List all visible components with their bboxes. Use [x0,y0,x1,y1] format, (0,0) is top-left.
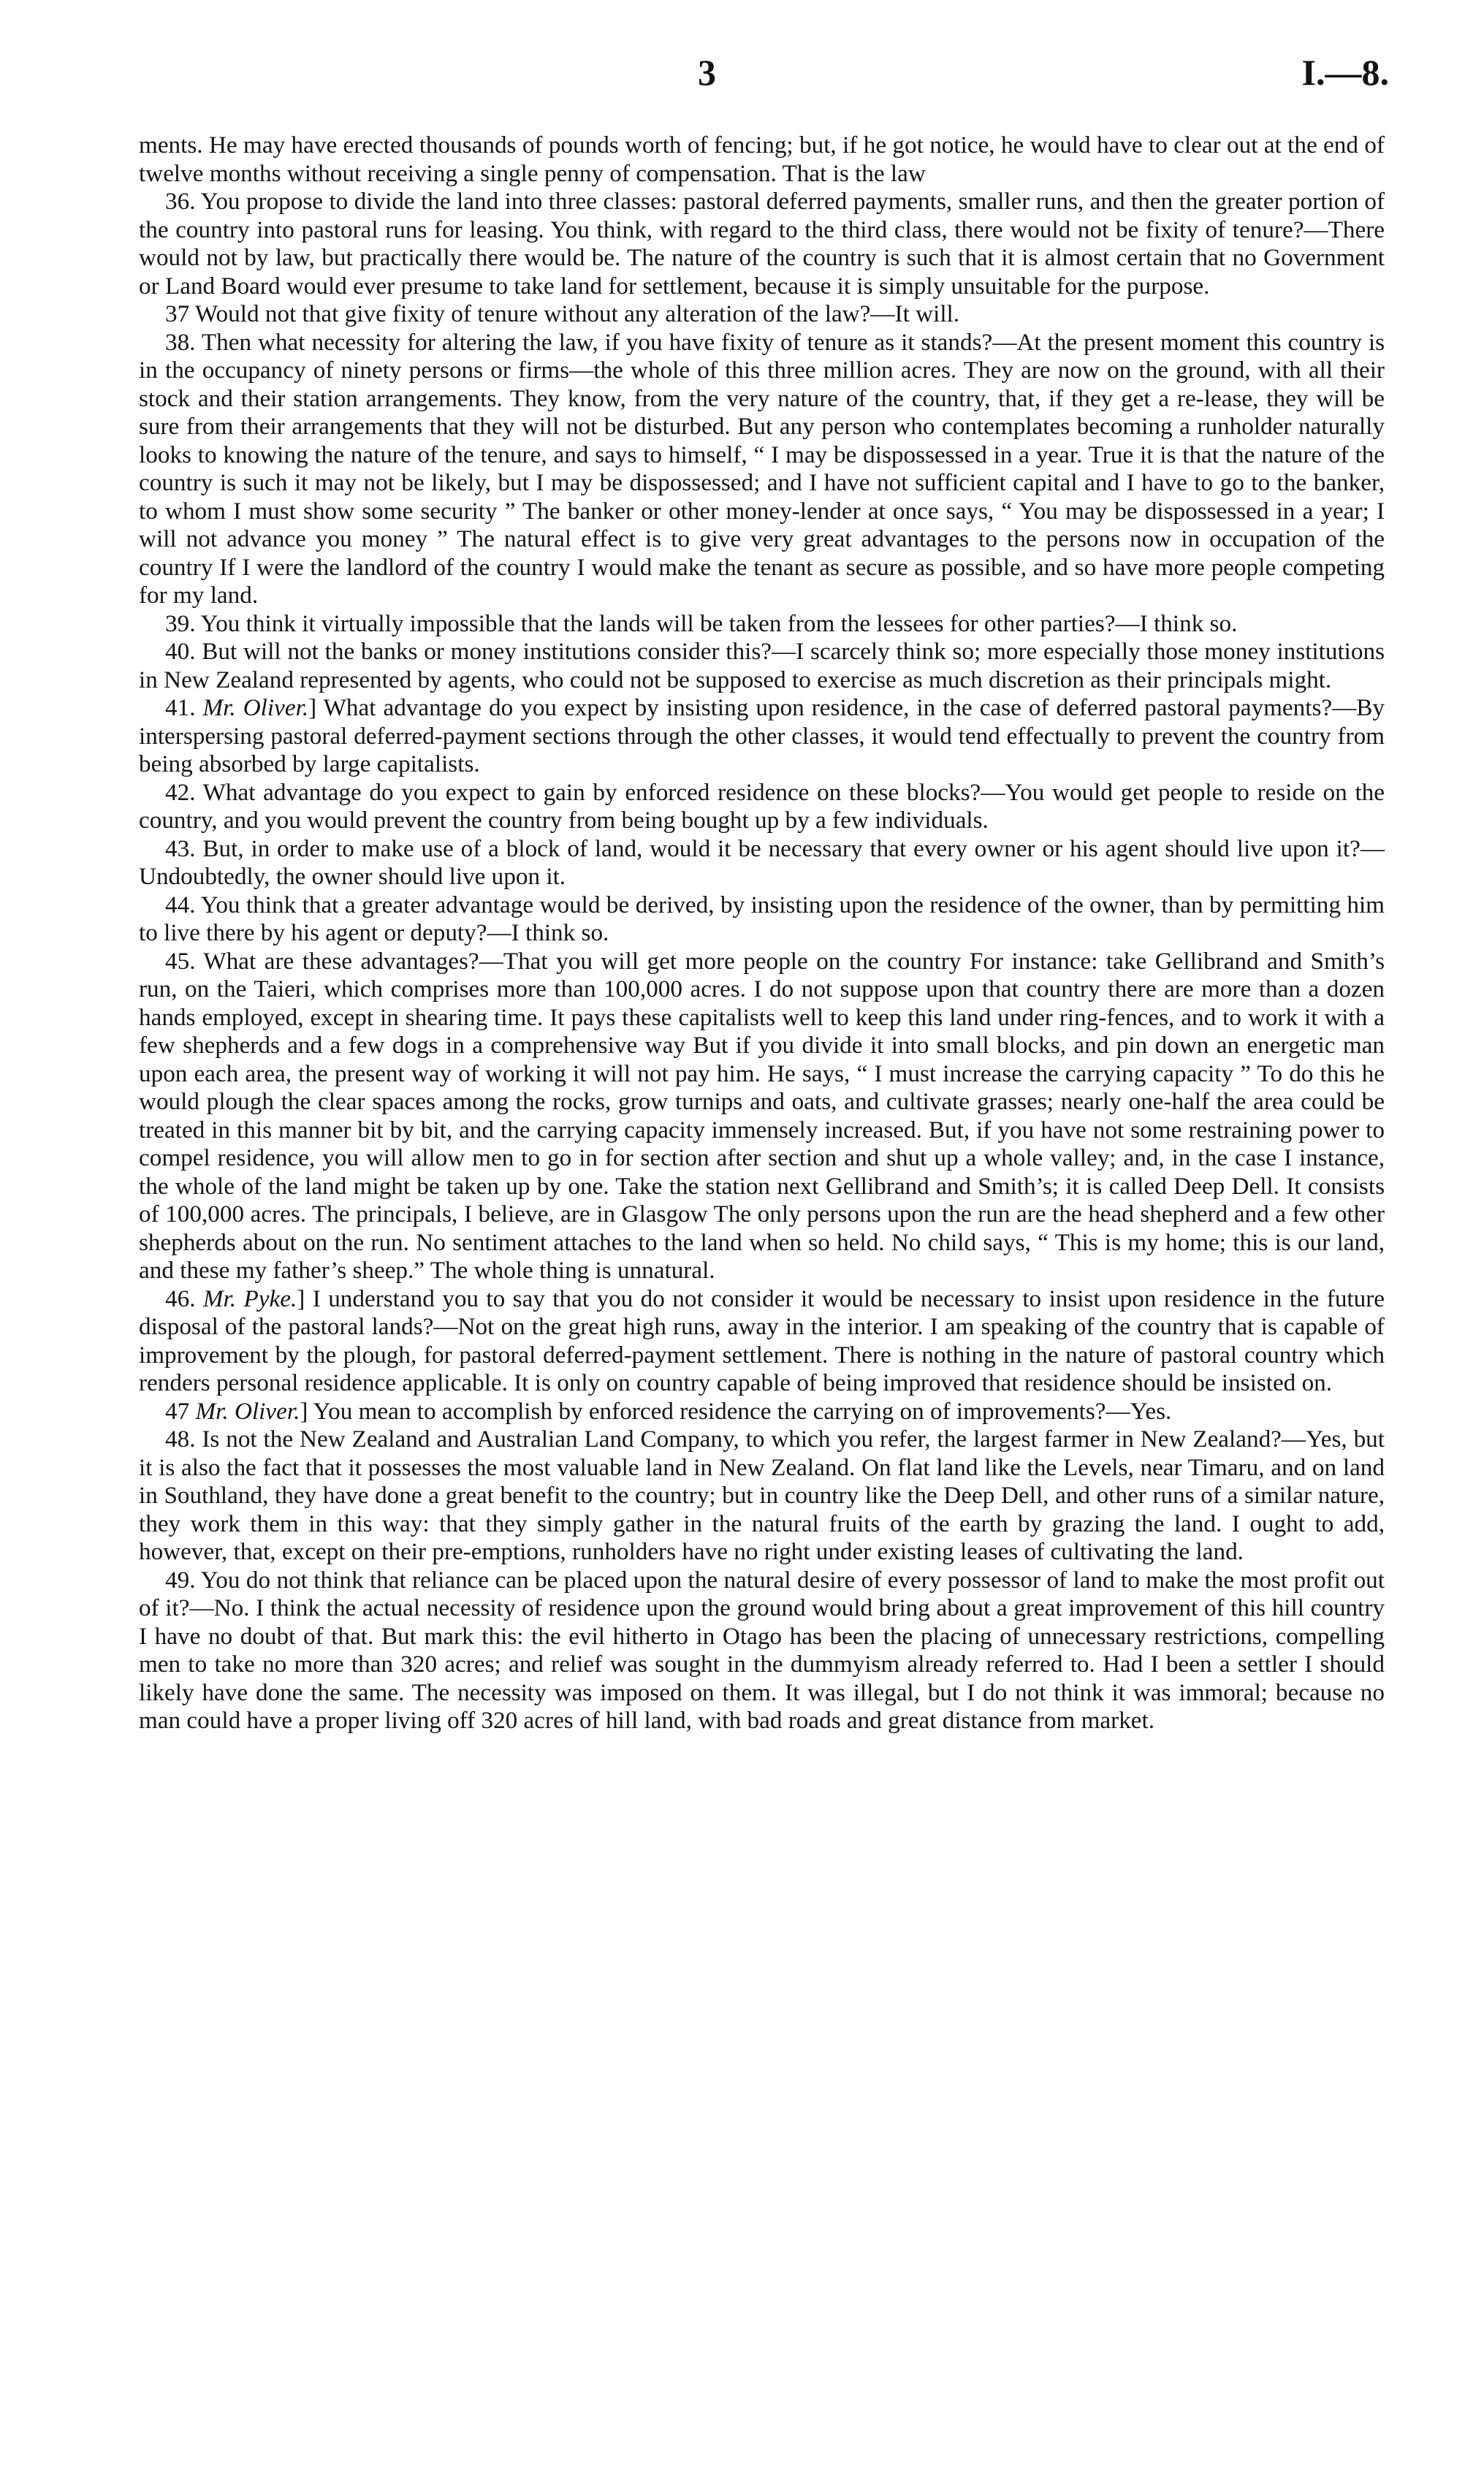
paragraph-text: 44. You think that a greater advantage would be derived, by insisting upon the residence of the owner, than by permitting him to live there by his agent or deputy?—I think so. [139,891,1385,946]
question-number: 41. [165,694,203,721]
question-47 [139,1398,1385,1426]
document-reference: I.—8. [1301,52,1389,93]
paragraph-text: 39. You think it virtually impossible that the lands will be taken from the lessees for other parties?—I think so. [165,609,1238,637]
speaker-name: Mr. Oliver. [195,1397,300,1425]
paragraph-text: 38. Then what necessity for altering the law, if you have fixity of tenure as it stands?—At the present moment this country is in the occupancy of ninety persons or firms—the whole of this three million acres. They are now on the ground, with all their stock and their station arrangements. They know, from the very nature of the country, that, if they get a re-lease, they will be sure from their arrangements that they will not be disturbed. But any person who contemplates becoming a runholder naturally looks to knowing the nature of the tenure, and says to himself, “ I may be dispossessed in a year. True it is that the nature of the country is such it may not be likely, but I may be dispossessed; and I have not sufficient capital and I have to go to the banker, to whom I must show some security ” The banker or other money-lender at once says, “ You may be dispossessed in a year; I will not advance you money ” The natural effect is to give very great advantages to the persons now in occupation of the country If I were the landlord of the country I would make the tenant as secure as possible, and so have more people competing for my land. [139,328,1385,609]
speaker-name: Mr. Oliver. [202,694,309,721]
body-text [139,132,1385,1735]
paragraph-text: 48. Is not the New Zealand and Australian Land Company, to which you refer, the largest farmer in New Zealand?—Yes, but it is also the fact that it possesses the most valuable land in New Zealand. On flat land like the Levels, near Timaru, and on land in Southland, they have done a great benefit to the country; but in country like the Deep Dell, and other runs of a similar nature, they work them in this way: that they simply gather in the natural fruits of the earth by grazing the land. I ought to add, however, that, except on their pre-emptions, runholders have no right under existing leases of cultivating the land. [139,1426,1385,1565]
question-45 [139,948,1385,1285]
page-number: 3 [698,52,716,93]
speaker-name: Mr. Pyke. [202,1285,297,1312]
question-42 [139,779,1385,835]
question-38 [139,329,1385,610]
question-48 [139,1426,1385,1567]
paragraph-text: ] What advantage do you expect by insisting upon residence, in the case of deferred pastoral payments?—By interspersing pastoral deferred-payment sections through the other classes, it would tend effectually to prevent the country from being absorbed by large capitalists. [139,694,1385,777]
paragraph-text: 36. You propose to divide the land into three classes: pastoral deferred payments, smaller runs, and then the greater portion of the country into pastoral runs for leasing. You think, with regard to the third class, there would not be fixity of tenure?—There would not by law, but practically there would be. The nature of the country is such that it is almost certain that no Government or Land Board would ever presume to take land for settlement, because it is simply unsuitable for the purpose. [139,188,1385,300]
question-39 [139,610,1385,639]
question-number: 46. [165,1285,203,1312]
paragraph-text: 43. But, in order to make use of a block of land, would it be necessary that every owner or his agent should live upon it?—Undoubtedly, the owner should live upon it. [139,834,1385,890]
question-40 [139,638,1385,694]
question-43 [139,835,1385,891]
paragraph-text: 37 Would not that give fixity of tenure without any alteration of the law?—It will. [165,300,960,327]
paragraph-text: 40. But will not the banks or money institutions consider this?—I scarcely think so; more especially those money institutions in New Zealand represented by agents, who could not be supposed to exercise as much discretion as their principals might. [139,638,1385,693]
paragraph-text: ments. He may have erected thousands of pounds worth of fencing; but, if he got notice, he would have to clear out at the end of twelve months without receiving a single penny of compensation. That is the law [139,132,1385,187]
page-header [0,51,1484,110]
paragraph-text: 45. What are these advantages?—That you will get more people on the country For instance: take Gellibrand and Smith’s run, on the Taieri, which comprises more than 100,000 acres. I do not suppose upon that country there are more than a dozen hands employed, except in shearing time. It pays these capitalists well to keep this land under ring-fences, and to work it with a few shepherds and a few dogs in a comprehensive way But if you divide it into small blocks, and pin down an energetic man upon each area, the present way of working it will not pay him. He says, “ I must increase the carrying capacity ” To do this he would plough the clear spaces among the rocks, grow turnips and oats, and cultivate grasses; nearly one-half the area could be treated in this manner bit by bit, and the carrying capacity immensely increased. But, if you have not some restraining power to compel residence, you will allow men to go in for section after section and shut up a whole valley; and, in the case I instance, the whole of the land might be taken up by one. Take the station next Gellibrand and Smith’s; it is called Deep Dell. It consists of 100,000 acres. The principals, I believe, are in Glasgow The only persons upon the run are the head shepherd and a few other shepherds about on the run. No sentiment attaches to the land when so held. No child says, “ This is my home; this is our land, and these my father’s sheep.” The whole thing is unnatural. [139,947,1385,1284]
paragraph-text: ] I understand you to say that you do not consider it would be necessary to insist upon residence in the future disposal of the pastoral lands?—Not on the great high runs, away in the interior. I am speaking of the country that is capable of improvement by the plough, for pastoral deferred-payment settlement. There is nothing in the nature of pastoral country which renders personal residence applicable. It is only on country capable of being improved that residence should be insisted on. [139,1285,1385,1396]
paragraph-continuation [139,132,1385,188]
question-41 [139,694,1385,779]
question-44 [139,891,1385,948]
paragraph-text: 42. What advantage do you expect to gain by enforced residence on these blocks?—You would get people to reside on the country, and you would prevent the country from being bought up by a few individuals. [139,778,1385,834]
question-37 [139,300,1385,329]
question-number: 47 [165,1397,196,1425]
question-46 [139,1285,1385,1398]
paragraph-text: 49. You do not think that reliance can be placed upon the natural desire of every possessor of land to make the most profit out of it?—No. I think the actual necessity of residence upon the ground would bring about a great improvement of this hill country I have no doubt of that. But mark this: the evil hitherto in Otago has been the placing of unnecessary restrictions, compelling men to take no more than 320 acres; and relief was sought in the dummyism already referred to. Had I been a settler I should likely have done the same. The necessity was imposed on them. It was illegal, but I do not think it was immoral; because no man could have a proper living off 320 acres of hill land, with bad roads and great distance from market. [139,1566,1385,1734]
question-36 [139,188,1385,300]
question-49 [139,1567,1385,1735]
paragraph-text: ] You mean to accomplish by enforced residence the carrying on of improvements?—Yes. [300,1397,1172,1425]
